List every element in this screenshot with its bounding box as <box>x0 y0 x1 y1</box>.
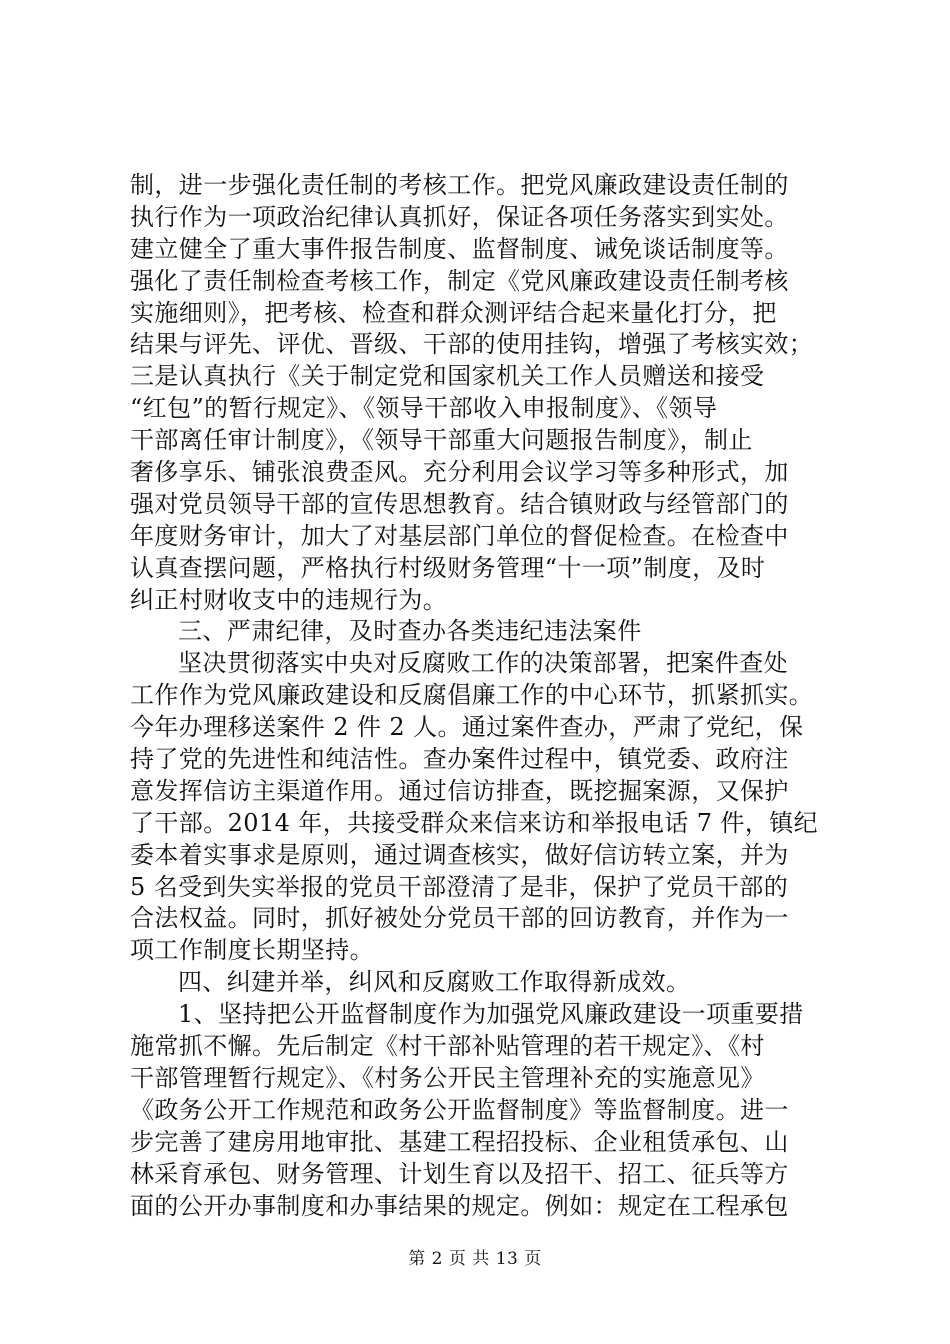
text-line: 实施细则》，把考核、检查和群众测评结合起来量化打分，把 <box>130 298 777 327</box>
text-line: 强对党员领导干部的宣传思想教育。结合镇财政与经管部门的 <box>130 489 789 518</box>
text-line: 建立健全了重大事件报告制度、监督制度、诫免谈话制度等。 <box>130 234 789 263</box>
text-line: 林采育承包、财务管理、计划生育以及招干、招工、征兵等方 <box>130 1159 789 1188</box>
text-line: 施常抓不懈。先后制定《村干部补贴管理的若干规定》、《村 <box>130 1032 765 1061</box>
text-line: “红包”的暂行规定》、《领导干部收入申报制度》、《领导 <box>130 394 718 423</box>
text-line: 奢侈享乐、铺张浪费歪风。充分利用会议学习等多种形式，加 <box>130 458 789 487</box>
text-line: 强化了责任制检查考核工作，制定《党风廉政建设责任制考核 <box>130 266 789 295</box>
text-line: 年度财务审计，加大了对基层部门单位的督促检查。在检查中 <box>130 521 789 550</box>
text-line: 三是认真执行《关于制定党和国家机关工作人员赠送和接受 <box>130 362 765 391</box>
text-line: 干部离任审计制度》，《领导干部重大问题报告制度》，制止 <box>130 426 753 455</box>
text-line: 步完善了建房用地审批、基建工程招投标、企业租赁承包、山 <box>130 1127 789 1156</box>
text-line: 面的公开办事制度和办事结果的规定。例如：规定在工程承包 <box>130 1191 789 1220</box>
text-line: 项工作制度长期坚持。 <box>130 936 374 965</box>
text-line: 委本着实事求是原则，通过调查核实，做好信访转立案，并为 <box>130 840 789 869</box>
text-line: 持了党的先进性和纯洁性。查办案件过程中，镇党委、政府注 <box>130 745 789 774</box>
page-number-footer: 第 2 页 共 13 页 <box>408 1249 542 1269</box>
text-line: 意发挥信访主渠道作用。通过信访排查，既挖掘案源，又保护 <box>130 776 789 805</box>
text-line: 工作作为党风廉政建设和反腐倡廉工作的中心环节，抓紧抓实。 <box>130 681 814 710</box>
text-line: 制，进一步强化责任制的考核工作。把党风廉政建设责任制的 <box>130 171 789 199</box>
text-line: 执行作为一项政治纪律认真抓好，保证各项任务落实到实处。 <box>130 202 789 231</box>
section-heading: 三、严肃纪律，及时查办各类违纪违法案件 <box>178 617 642 646</box>
text-line: 今年办理移送案件 2 件 2 人。通过案件查办，严肃了党纪，保 <box>130 713 804 742</box>
section-heading: 四、纠建并举，纠风和反腐败工作取得新成效。 <box>178 968 691 997</box>
text-line: 合法权益。同时，抓好被处分党员干部的回访教育，并作为一 <box>130 904 789 933</box>
text-line: 了干部。2014 年，共接受群众来信来访和举报电话 7 件，镇纪 <box>130 808 819 837</box>
text-line: 纠正村财收支中的违规行为。 <box>130 585 448 614</box>
text-line: 《政务公开工作规范和政务公开监督制度》等监督制度。进一 <box>130 1095 789 1124</box>
paragraph-first-line: 坚决贯彻落实中央对反腐败工作的决策部署，把案件查处 <box>178 649 788 678</box>
text-line: 结果与评先、评优、晋级、干部的使用挂钩，增强了考核实效； <box>130 330 814 359</box>
paragraph-first-line: 1、坚持把公开监督制度作为加强党风廉政建设一项重要措 <box>178 1000 804 1029</box>
text-line: 认真查摆问题，严格执行村级财务管理“十一项”制度，及时 <box>130 553 766 582</box>
text-line: 干部管理暂行规定》、《村务公开民主管理补充的实施意见》 <box>130 1063 765 1092</box>
text-line: 5 名受到失实举报的党员干部澄清了是非，保护了党员干部的 <box>130 872 789 901</box>
body-text <box>130 170 850 1222</box>
